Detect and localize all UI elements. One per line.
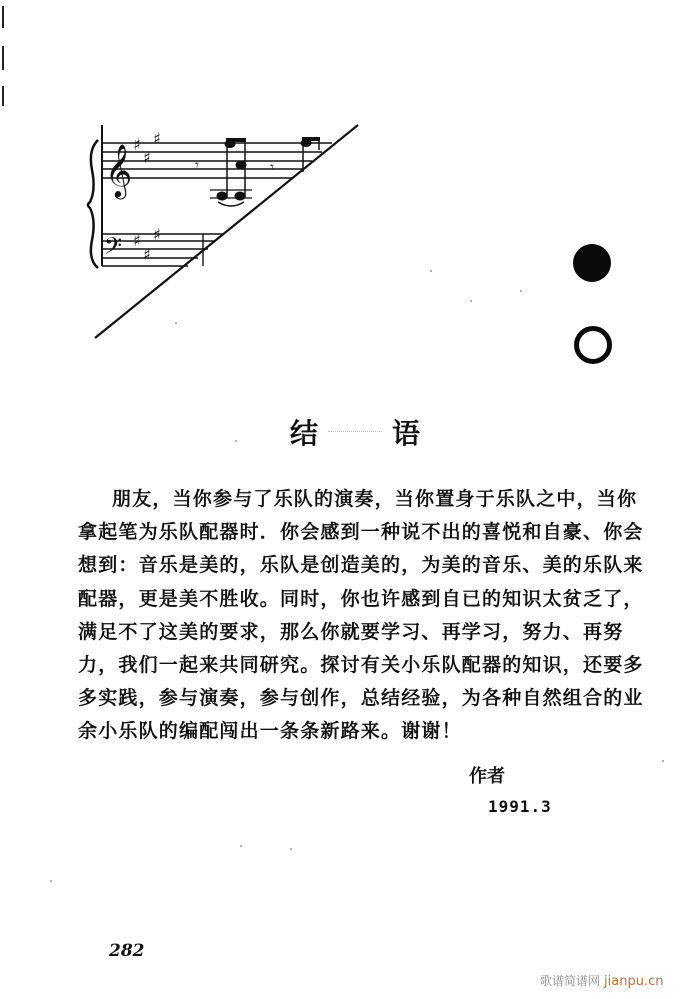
svg-text:♯: ♯ <box>143 148 151 167</box>
edge-mark <box>2 46 4 70</box>
title-dotted-leader <box>328 431 382 432</box>
bass-clef-icon: 𝄢 <box>104 232 123 265</box>
title-char: 结 <box>290 417 319 450</box>
body-paragraph <box>78 483 668 749</box>
body-line: 余小乐队的编配闯出一条条新路来。谢谢！ <box>78 720 462 743</box>
page-number: 282 <box>109 941 145 961</box>
treble-clef-icon: 𝄞 <box>105 143 133 197</box>
watermark-site-name: 歌谱简谱网 <box>540 974 601 988</box>
body-line: 满足不了这美的要求，那么你就要学习、再学习，努力、再努 <box>78 620 624 643</box>
scan-speck <box>662 760 664 762</box>
svg-text:♯: ♯ <box>133 135 141 154</box>
body-line: 力，我们一起来共同研究。探讨有关小乐队配器的知识，还要多 <box>78 653 644 676</box>
watermark-url: jianpu.cn <box>604 974 664 989</box>
scan-speck <box>470 300 472 302</box>
watermark <box>540 972 663 989</box>
svg-text:♯: ♯ <box>143 245 151 264</box>
filled-circle-marker <box>573 244 611 282</box>
page-edge-marks <box>0 0 6 110</box>
body-line: 朋友，当你参与了乐队的演奏，当你置身于乐队之中，当你 <box>112 488 638 510</box>
scan-speck <box>520 290 522 292</box>
svg-text:𝄾: 𝄾 <box>195 156 199 174</box>
brace-icon <box>88 140 98 268</box>
body-line: 配器，更是美不胜收。同时，你也许感到自已的知识太贫乏了， <box>78 587 644 610</box>
author-signature: 作者 <box>469 766 505 787</box>
scan-speck <box>175 322 177 324</box>
svg-text:♯: ♯ <box>153 225 161 244</box>
scan-speck <box>50 880 52 882</box>
body-line: 多实践，参与演奏，参与创作，总结经验，为各种自然组合的业 <box>78 687 644 710</box>
section-title <box>290 412 420 452</box>
edge-mark <box>2 86 4 106</box>
scan-speck <box>235 440 237 442</box>
svg-text:𝄾: 𝄾 <box>270 158 274 176</box>
open-circle-marker <box>574 326 612 364</box>
svg-text:♯: ♯ <box>133 231 141 250</box>
scan-speck <box>240 845 242 847</box>
scan-speck <box>290 848 292 850</box>
edge-mark <box>2 6 4 28</box>
scan-speck <box>430 270 432 272</box>
music-score-fragment <box>60 110 370 350</box>
date: 1991.3 <box>488 797 552 816</box>
title-char: 语 <box>391 417 420 450</box>
svg-text:♯: ♯ <box>153 129 161 148</box>
body-line: 拿起笔为乐队配器时．你会感到一种说不出的喜悦和自豪、你会 <box>78 521 644 544</box>
body-line: 想到：音乐是美的，乐队是创造美的，为美的音乐、美的乐队来 <box>78 554 644 577</box>
